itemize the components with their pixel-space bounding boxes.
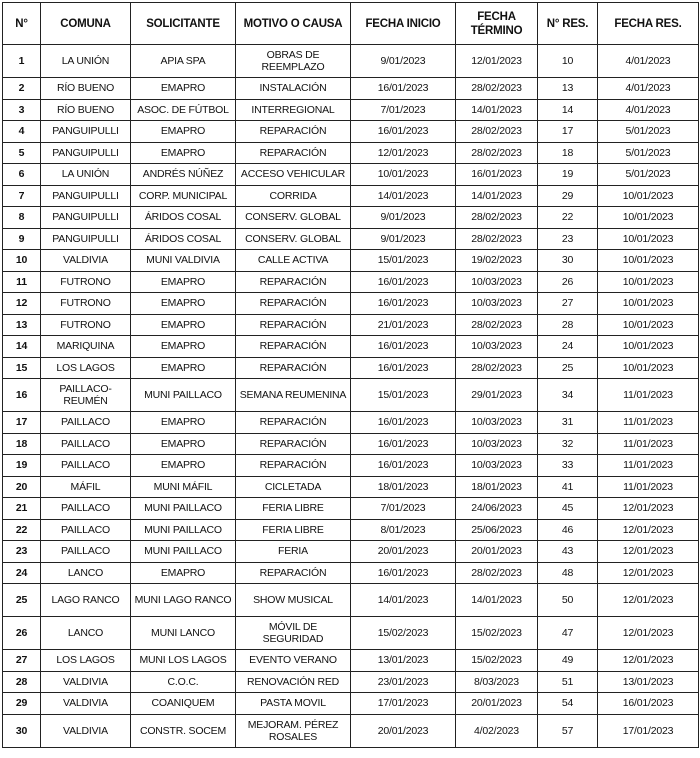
comuna-cell: PAILLACO-REUMÉN bbox=[41, 379, 131, 412]
solicitante-cell: EMAPRO bbox=[131, 142, 236, 164]
fecha-inicio-cell: 23/01/2023 bbox=[351, 671, 456, 693]
motivo-cell: OBRAS DE REEMPLAZO bbox=[236, 45, 351, 78]
fecha-res-cell: 12/01/2023 bbox=[598, 617, 699, 650]
solicitante-cell: MUNI LOS LAGOS bbox=[131, 650, 236, 672]
fecha-termino-cell: 20/01/2023 bbox=[456, 541, 538, 563]
comuna-cell: RÍO BUENO bbox=[41, 78, 131, 100]
fecha-res-cell: 12/01/2023 bbox=[598, 541, 699, 563]
row-number-cell: 3 bbox=[3, 99, 41, 121]
table-row bbox=[3, 271, 699, 293]
solicitante-cell: MUNI MÁFIL bbox=[131, 476, 236, 498]
numero-res-cell: 45 bbox=[538, 498, 598, 520]
fecha-inicio-cell: 10/01/2023 bbox=[351, 164, 456, 186]
motivo-cell: EVENTO VERANO bbox=[236, 650, 351, 672]
fecha-res-cell: 10/01/2023 bbox=[598, 185, 699, 207]
fecha-res-cell: 12/01/2023 bbox=[598, 498, 699, 520]
row-number-cell: 15 bbox=[3, 357, 41, 379]
numero-res-cell: 22 bbox=[538, 207, 598, 229]
solicitante-cell: ÁRIDOS COSAL bbox=[131, 228, 236, 250]
fecha-inicio-cell: 9/01/2023 bbox=[351, 207, 456, 229]
table-row bbox=[3, 562, 699, 584]
comuna-cell: FUTRONO bbox=[41, 314, 131, 336]
comuna-cell: LANCO bbox=[41, 617, 131, 650]
row-number-cell: 22 bbox=[3, 519, 41, 541]
row-number-cell: 19 bbox=[3, 455, 41, 477]
fecha-inicio-cell: 16/01/2023 bbox=[351, 78, 456, 100]
solicitante-cell: ASOC. DE FÚTBOL bbox=[131, 99, 236, 121]
comuna-cell: LOS LAGOS bbox=[41, 357, 131, 379]
motivo-cell: REPARACIÓN bbox=[236, 142, 351, 164]
fecha-termino-cell: 10/03/2023 bbox=[456, 455, 538, 477]
table-row bbox=[3, 293, 699, 315]
numero-res-cell: 23 bbox=[538, 228, 598, 250]
header-numero-res: N° RES. bbox=[538, 3, 598, 45]
comuna-cell: PAILLACO bbox=[41, 455, 131, 477]
fecha-termino-cell: 10/03/2023 bbox=[456, 433, 538, 455]
numero-res-cell: 25 bbox=[538, 357, 598, 379]
motivo-cell: MÓVIL DE SEGURIDAD bbox=[236, 617, 351, 650]
fecha-inicio-cell: 20/01/2023 bbox=[351, 541, 456, 563]
comuna-cell: PAILLACO bbox=[41, 498, 131, 520]
permits-table bbox=[2, 2, 699, 748]
numero-res-cell: 29 bbox=[538, 185, 598, 207]
motivo-cell: ACCESO VEHICULAR bbox=[236, 164, 351, 186]
fecha-termino-cell: 10/03/2023 bbox=[456, 293, 538, 315]
fecha-res-cell: 10/01/2023 bbox=[598, 357, 699, 379]
comuna-cell: VALDIVIA bbox=[41, 250, 131, 272]
solicitante-cell: EMAPRO bbox=[131, 121, 236, 143]
fecha-termino-cell: 14/01/2023 bbox=[456, 584, 538, 617]
comuna-cell: VALDIVIA bbox=[41, 671, 131, 693]
row-number-cell: 16 bbox=[3, 379, 41, 412]
comuna-cell: PAILLACO bbox=[41, 541, 131, 563]
fecha-res-cell: 10/01/2023 bbox=[598, 314, 699, 336]
fecha-inicio-cell: 16/01/2023 bbox=[351, 357, 456, 379]
solicitante-cell: EMAPRO bbox=[131, 271, 236, 293]
fecha-res-cell: 4/01/2023 bbox=[598, 99, 699, 121]
motivo-cell: INSTALACIÓN bbox=[236, 78, 351, 100]
fecha-inicio-cell: 16/01/2023 bbox=[351, 455, 456, 477]
row-number-cell: 27 bbox=[3, 650, 41, 672]
motivo-cell: REPARACIÓN bbox=[236, 412, 351, 434]
row-number-cell: 7 bbox=[3, 185, 41, 207]
numero-res-cell: 48 bbox=[538, 562, 598, 584]
row-number-cell: 20 bbox=[3, 476, 41, 498]
fecha-termino-cell: 29/01/2023 bbox=[456, 379, 538, 412]
fecha-res-cell: 17/01/2023 bbox=[598, 714, 699, 747]
solicitante-cell: COANIQUEM bbox=[131, 693, 236, 715]
motivo-cell: REPARACIÓN bbox=[236, 271, 351, 293]
motivo-cell: CICLETADA bbox=[236, 476, 351, 498]
table-row bbox=[3, 476, 699, 498]
solicitante-cell: EMAPRO bbox=[131, 293, 236, 315]
motivo-cell: RENOVACIÓN RED bbox=[236, 671, 351, 693]
fecha-res-cell: 10/01/2023 bbox=[598, 250, 699, 272]
table-row bbox=[3, 541, 699, 563]
table-row bbox=[3, 693, 699, 715]
fecha-res-cell: 5/01/2023 bbox=[598, 164, 699, 186]
comuna-cell: RÍO BUENO bbox=[41, 99, 131, 121]
fecha-termino-cell: 16/01/2023 bbox=[456, 164, 538, 186]
comuna-cell: PAILLACO bbox=[41, 412, 131, 434]
motivo-cell: REPARACIÓN bbox=[236, 357, 351, 379]
numero-res-cell: 14 bbox=[538, 99, 598, 121]
motivo-cell: CONSERV. GLOBAL bbox=[236, 207, 351, 229]
numero-res-cell: 27 bbox=[538, 293, 598, 315]
fecha-termino-cell: 14/01/2023 bbox=[456, 99, 538, 121]
row-number-cell: 23 bbox=[3, 541, 41, 563]
motivo-cell: REPARACIÓN bbox=[236, 293, 351, 315]
fecha-inicio-cell: 14/01/2023 bbox=[351, 185, 456, 207]
fecha-res-cell: 11/01/2023 bbox=[598, 379, 699, 412]
numero-res-cell: 33 bbox=[538, 455, 598, 477]
row-number-cell: 24 bbox=[3, 562, 41, 584]
solicitante-cell: MUNI PAILLACO bbox=[131, 519, 236, 541]
comuna-cell: PANGUIPULLI bbox=[41, 142, 131, 164]
fecha-inicio-cell: 7/01/2023 bbox=[351, 99, 456, 121]
solicitante-cell: MUNI PAILLACO bbox=[131, 379, 236, 412]
fecha-inicio-cell: 15/02/2023 bbox=[351, 617, 456, 650]
motivo-cell: CORRIDA bbox=[236, 185, 351, 207]
table-row bbox=[3, 617, 699, 650]
motivo-cell: REPARACIÓN bbox=[236, 562, 351, 584]
fecha-termino-cell: 28/02/2023 bbox=[456, 121, 538, 143]
motivo-cell: REPARACIÓN bbox=[236, 314, 351, 336]
comuna-cell: LOS LAGOS bbox=[41, 650, 131, 672]
row-number-cell: 18 bbox=[3, 433, 41, 455]
fecha-termino-cell: 15/02/2023 bbox=[456, 617, 538, 650]
comuna-cell: PANGUIPULLI bbox=[41, 207, 131, 229]
numero-res-cell: 28 bbox=[538, 314, 598, 336]
solicitante-cell: EMAPRO bbox=[131, 562, 236, 584]
numero-res-cell: 43 bbox=[538, 541, 598, 563]
table-row bbox=[3, 336, 699, 358]
fecha-res-cell: 10/01/2023 bbox=[598, 293, 699, 315]
row-number-cell: 10 bbox=[3, 250, 41, 272]
table-row bbox=[3, 185, 699, 207]
fecha-termino-cell: 10/03/2023 bbox=[456, 336, 538, 358]
fecha-inicio-cell: 13/01/2023 bbox=[351, 650, 456, 672]
row-number-cell: 21 bbox=[3, 498, 41, 520]
fecha-res-cell: 11/01/2023 bbox=[598, 476, 699, 498]
motivo-cell: MEJORAM. PÉREZ ROSALES bbox=[236, 714, 351, 747]
row-number-cell: 6 bbox=[3, 164, 41, 186]
fecha-termino-cell: 25/06/2023 bbox=[456, 519, 538, 541]
table-row bbox=[3, 714, 699, 747]
table-row bbox=[3, 250, 699, 272]
fecha-res-cell: 10/01/2023 bbox=[598, 228, 699, 250]
row-number-cell: 4 bbox=[3, 121, 41, 143]
numero-res-cell: 19 bbox=[538, 164, 598, 186]
solicitante-cell: CORP. MUNICIPAL bbox=[131, 185, 236, 207]
row-number-cell: 25 bbox=[3, 584, 41, 617]
row-number-cell: 28 bbox=[3, 671, 41, 693]
table-row bbox=[3, 121, 699, 143]
motivo-cell: FERIA LIBRE bbox=[236, 519, 351, 541]
fecha-res-cell: 10/01/2023 bbox=[598, 336, 699, 358]
fecha-res-cell: 12/01/2023 bbox=[598, 562, 699, 584]
row-number-cell: 2 bbox=[3, 78, 41, 100]
fecha-termino-cell: 28/02/2023 bbox=[456, 357, 538, 379]
numero-res-cell: 31 bbox=[538, 412, 598, 434]
table-row bbox=[3, 228, 699, 250]
numero-res-cell: 54 bbox=[538, 693, 598, 715]
fecha-res-cell: 11/01/2023 bbox=[598, 412, 699, 434]
comuna-cell: VALDIVIA bbox=[41, 693, 131, 715]
header-solicitante: SOLICITANTE bbox=[131, 3, 236, 45]
motivo-cell: REPARACIÓN bbox=[236, 121, 351, 143]
numero-res-cell: 32 bbox=[538, 433, 598, 455]
fecha-termino-cell: 8/03/2023 bbox=[456, 671, 538, 693]
row-number-cell: 12 bbox=[3, 293, 41, 315]
motivo-cell: SEMANA REUMENINA bbox=[236, 379, 351, 412]
numero-res-cell: 51 bbox=[538, 671, 598, 693]
solicitante-cell: MUNI PAILLACO bbox=[131, 541, 236, 563]
row-number-cell: 13 bbox=[3, 314, 41, 336]
motivo-cell: PASTA MOVIL bbox=[236, 693, 351, 715]
fecha-res-cell: 13/01/2023 bbox=[598, 671, 699, 693]
comuna-cell: FUTRONO bbox=[41, 293, 131, 315]
fecha-termino-cell: 28/02/2023 bbox=[456, 207, 538, 229]
table-row bbox=[3, 99, 699, 121]
table-row bbox=[3, 671, 699, 693]
motivo-cell: REPARACIÓN bbox=[236, 433, 351, 455]
solicitante-cell: EMAPRO bbox=[131, 336, 236, 358]
fecha-inicio-cell: 16/01/2023 bbox=[351, 271, 456, 293]
comuna-cell: LANCO bbox=[41, 562, 131, 584]
comuna-cell: MÁFIL bbox=[41, 476, 131, 498]
numero-res-cell: 24 bbox=[538, 336, 598, 358]
comuna-cell: PAILLACO bbox=[41, 433, 131, 455]
fecha-inicio-cell: 14/01/2023 bbox=[351, 584, 456, 617]
numero-res-cell: 50 bbox=[538, 584, 598, 617]
fecha-res-cell: 16/01/2023 bbox=[598, 693, 699, 715]
table-row bbox=[3, 433, 699, 455]
fecha-res-cell: 12/01/2023 bbox=[598, 519, 699, 541]
table-row bbox=[3, 584, 699, 617]
comuna-cell: VALDIVIA bbox=[41, 714, 131, 747]
solicitante-cell: ANDRÉS NÚÑEZ bbox=[131, 164, 236, 186]
comuna-cell: FUTRONO bbox=[41, 271, 131, 293]
header-fecha-inicio: FECHA INICIO bbox=[351, 3, 456, 45]
fecha-inicio-cell: 17/01/2023 bbox=[351, 693, 456, 715]
fecha-res-cell: 12/01/2023 bbox=[598, 584, 699, 617]
table-row bbox=[3, 78, 699, 100]
solicitante-cell: EMAPRO bbox=[131, 314, 236, 336]
comuna-cell: PANGUIPULLI bbox=[41, 228, 131, 250]
fecha-termino-cell: 10/03/2023 bbox=[456, 271, 538, 293]
fecha-inicio-cell: 20/01/2023 bbox=[351, 714, 456, 747]
solicitante-cell: MUNI LAGO RANCO bbox=[131, 584, 236, 617]
fecha-termino-cell: 19/02/2023 bbox=[456, 250, 538, 272]
solicitante-cell: EMAPRO bbox=[131, 412, 236, 434]
fecha-termino-cell: 15/02/2023 bbox=[456, 650, 538, 672]
table-row bbox=[3, 650, 699, 672]
fecha-termino-cell: 28/02/2023 bbox=[456, 142, 538, 164]
comuna-cell: PANGUIPULLI bbox=[41, 121, 131, 143]
comuna-cell: PANGUIPULLI bbox=[41, 185, 131, 207]
fecha-termino-cell: 28/02/2023 bbox=[456, 562, 538, 584]
row-number-cell: 8 bbox=[3, 207, 41, 229]
fecha-inicio-cell: 16/01/2023 bbox=[351, 336, 456, 358]
numero-res-cell: 47 bbox=[538, 617, 598, 650]
motivo-cell: FERIA bbox=[236, 541, 351, 563]
solicitante-cell: C.O.C. bbox=[131, 671, 236, 693]
row-number-cell: 9 bbox=[3, 228, 41, 250]
row-number-cell: 17 bbox=[3, 412, 41, 434]
solicitante-cell: ÁRIDOS COSAL bbox=[131, 207, 236, 229]
fecha-inicio-cell: 9/01/2023 bbox=[351, 45, 456, 78]
solicitante-cell: CONSTR. SOCEM bbox=[131, 714, 236, 747]
row-number-cell: 14 bbox=[3, 336, 41, 358]
solicitante-cell: EMAPRO bbox=[131, 78, 236, 100]
solicitante-cell: EMAPRO bbox=[131, 433, 236, 455]
fecha-termino-cell: 12/01/2023 bbox=[456, 45, 538, 78]
fecha-inicio-cell: 21/01/2023 bbox=[351, 314, 456, 336]
fecha-termino-cell: 28/02/2023 bbox=[456, 78, 538, 100]
header-number: N° bbox=[3, 3, 41, 45]
fecha-res-cell: 11/01/2023 bbox=[598, 455, 699, 477]
fecha-termino-cell: 4/02/2023 bbox=[456, 714, 538, 747]
numero-res-cell: 10 bbox=[538, 45, 598, 78]
comuna-cell: MARIQUINA bbox=[41, 336, 131, 358]
numero-res-cell: 34 bbox=[538, 379, 598, 412]
solicitante-cell: MUNI VALDIVIA bbox=[131, 250, 236, 272]
fecha-res-cell: 12/01/2023 bbox=[598, 650, 699, 672]
motivo-cell: INTERREGIONAL bbox=[236, 99, 351, 121]
table-row bbox=[3, 498, 699, 520]
fecha-termino-cell: 14/01/2023 bbox=[456, 185, 538, 207]
comuna-cell: PAILLACO bbox=[41, 519, 131, 541]
solicitante-cell: MUNI LANCO bbox=[131, 617, 236, 650]
fecha-res-cell: 10/01/2023 bbox=[598, 271, 699, 293]
fecha-res-cell: 5/01/2023 bbox=[598, 121, 699, 143]
table-body bbox=[3, 45, 699, 748]
fecha-inicio-cell: 7/01/2023 bbox=[351, 498, 456, 520]
table-row bbox=[3, 142, 699, 164]
motivo-cell: FERIA LIBRE bbox=[236, 498, 351, 520]
fecha-inicio-cell: 8/01/2023 bbox=[351, 519, 456, 541]
comuna-cell: LA UNIÓN bbox=[41, 164, 131, 186]
fecha-inicio-cell: 18/01/2023 bbox=[351, 476, 456, 498]
row-number-cell: 1 bbox=[3, 45, 41, 78]
numero-res-cell: 30 bbox=[538, 250, 598, 272]
header-fecha-termino: FECHA TÉRMINO bbox=[456, 3, 538, 45]
numero-res-cell: 46 bbox=[538, 519, 598, 541]
comuna-cell: LAGO RANCO bbox=[41, 584, 131, 617]
numero-res-cell: 41 bbox=[538, 476, 598, 498]
motivo-cell: CONSERV. GLOBAL bbox=[236, 228, 351, 250]
fecha-termino-cell: 24/06/2023 bbox=[456, 498, 538, 520]
fecha-res-cell: 5/01/2023 bbox=[598, 142, 699, 164]
numero-res-cell: 13 bbox=[538, 78, 598, 100]
numero-res-cell: 18 bbox=[538, 142, 598, 164]
header-comuna: COMUNA bbox=[41, 3, 131, 45]
fecha-inicio-cell: 15/01/2023 bbox=[351, 379, 456, 412]
table-row bbox=[3, 412, 699, 434]
header-motivo: MOTIVO O CAUSA bbox=[236, 3, 351, 45]
table-row bbox=[3, 519, 699, 541]
fecha-res-cell: 4/01/2023 bbox=[598, 78, 699, 100]
table-row bbox=[3, 357, 699, 379]
table-row bbox=[3, 455, 699, 477]
fecha-inicio-cell: 16/01/2023 bbox=[351, 562, 456, 584]
table-row bbox=[3, 314, 699, 336]
header-row bbox=[3, 3, 699, 45]
row-number-cell: 11 bbox=[3, 271, 41, 293]
table-row bbox=[3, 379, 699, 412]
row-number-cell: 5 bbox=[3, 142, 41, 164]
solicitante-cell: EMAPRO bbox=[131, 455, 236, 477]
fecha-termino-cell: 10/03/2023 bbox=[456, 412, 538, 434]
numero-res-cell: 17 bbox=[538, 121, 598, 143]
solicitante-cell: APIA SPA bbox=[131, 45, 236, 78]
fecha-res-cell: 11/01/2023 bbox=[598, 433, 699, 455]
fecha-res-cell: 4/01/2023 bbox=[598, 45, 699, 78]
fecha-res-cell: 10/01/2023 bbox=[598, 207, 699, 229]
fecha-termino-cell: 28/02/2023 bbox=[456, 314, 538, 336]
motivo-cell: REPARACIÓN bbox=[236, 336, 351, 358]
header-fecha-res: FECHA RES. bbox=[598, 3, 699, 45]
fecha-inicio-cell: 16/01/2023 bbox=[351, 293, 456, 315]
numero-res-cell: 57 bbox=[538, 714, 598, 747]
row-number-cell: 26 bbox=[3, 617, 41, 650]
solicitante-cell: EMAPRO bbox=[131, 357, 236, 379]
table-row bbox=[3, 45, 699, 78]
solicitante-cell: MUNI PAILLACO bbox=[131, 498, 236, 520]
fecha-termino-cell: 20/01/2023 bbox=[456, 693, 538, 715]
motivo-cell: SHOW MUSICAL bbox=[236, 584, 351, 617]
fecha-inicio-cell: 16/01/2023 bbox=[351, 412, 456, 434]
motivo-cell: REPARACIÓN bbox=[236, 455, 351, 477]
table-row bbox=[3, 207, 699, 229]
fecha-termino-cell: 18/01/2023 bbox=[456, 476, 538, 498]
fecha-termino-cell: 28/02/2023 bbox=[456, 228, 538, 250]
numero-res-cell: 26 bbox=[538, 271, 598, 293]
table-row bbox=[3, 164, 699, 186]
row-number-cell: 30 bbox=[3, 714, 41, 747]
motivo-cell: CALLE ACTIVA bbox=[236, 250, 351, 272]
numero-res-cell: 49 bbox=[538, 650, 598, 672]
fecha-inicio-cell: 16/01/2023 bbox=[351, 433, 456, 455]
fecha-inicio-cell: 12/01/2023 bbox=[351, 142, 456, 164]
fecha-inicio-cell: 9/01/2023 bbox=[351, 228, 456, 250]
row-number-cell: 29 bbox=[3, 693, 41, 715]
fecha-inicio-cell: 16/01/2023 bbox=[351, 121, 456, 143]
fecha-inicio-cell: 15/01/2023 bbox=[351, 250, 456, 272]
comuna-cell: LA UNIÓN bbox=[41, 45, 131, 78]
